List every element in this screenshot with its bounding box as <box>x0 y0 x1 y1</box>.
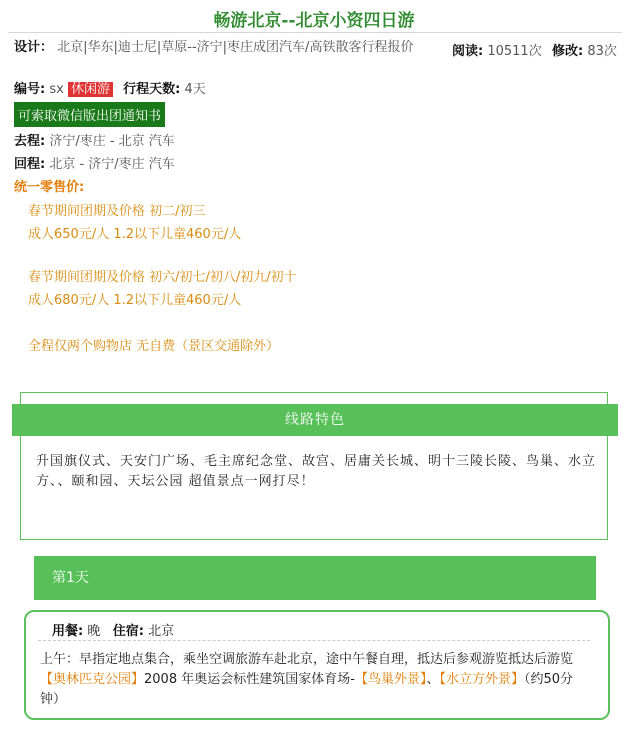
title-divider <box>8 32 622 33</box>
outbound-value: 济宁/枣庄 - 北京 汽车 <box>49 134 175 149</box>
code-label: 编号: <box>14 82 46 97</box>
edits-label: 修改: <box>552 44 584 59</box>
stay-value: 北京 <box>148 624 175 639</box>
stay-label: 住宿: <box>112 624 144 639</box>
day-text-4: （约50分钟） <box>40 672 574 707</box>
features-header: 线路特色 <box>12 404 618 436</box>
meal-value: 晚 <box>87 624 101 639</box>
day-text-1: 上午：早指定地点集合，乘坐空调旅游车赴北京，途中午餐自理，抵达后参观游览抵达后游览 <box>40 652 574 667</box>
return-value: 北京 - 济宁/枣庄 汽车 <box>49 157 175 172</box>
edits-info <box>552 40 617 59</box>
outbound-row <box>14 130 175 149</box>
day-1-description <box>40 650 592 710</box>
price-period-1: 春节期间团期及价格 初二/初三 <box>28 204 206 219</box>
day-text-3: 、 <box>426 672 440 687</box>
water-cube-link: 【水立方外景】 <box>439 672 524 687</box>
days-value: 4天 <box>184 82 206 97</box>
shopping-note: 全程仅两个购物店 无自费（景区交通除外） <box>28 339 280 354</box>
price-amount-2: 成人680元/人 1.2以下儿童460元/人 <box>28 293 242 308</box>
price-period-2: 春节期间团期及价格 初六/初七/初八/初九/初十 <box>28 270 297 285</box>
day-divider <box>38 640 590 641</box>
code-value: sx <box>49 82 64 97</box>
meal-stay-row <box>52 620 174 639</box>
outbound-label: 去程: <box>14 134 46 149</box>
day-1-title: 第1天 <box>52 570 89 586</box>
wechat-notice-button[interactable]: 可索取微信版出团通知书 <box>14 102 165 127</box>
price-amount-1: 成人650元/人 1.2以下儿童460元/人 <box>28 227 242 242</box>
code-row <box>14 78 206 97</box>
page-title: 畅游北京--北京小资四日游 <box>213 11 415 31</box>
design-value: 北京|华东|迪士尼|草原--济宁|枣庄成团汽车/高铁散客行程报价 <box>57 40 414 55</box>
retail-price-label: 统一零售价: <box>14 180 85 195</box>
edits-value: 83次 <box>587 44 617 59</box>
birds-nest-link: 【鸟巢外景】 <box>354 672 427 687</box>
features-text: 升国旗仪式、天安门广场、毛主席纪念堂、故宫、居庸关长城、明十三陵长陵、鸟巢、水立方、、颐和园、天坛公园 超值景点一网打尽！ <box>36 454 597 489</box>
reads-info <box>452 40 542 59</box>
design-info <box>14 40 434 56</box>
meal-label: 用餐: <box>52 624 84 639</box>
day-1-header <box>34 556 596 600</box>
category-badge: 休闲游 <box>68 82 113 97</box>
return-row <box>14 153 175 172</box>
design-label: 设计： <box>14 40 54 55</box>
olympic-park-link: 【奥林匹克公园】 <box>40 672 145 687</box>
reads-value: 10511次 <box>487 44 542 59</box>
reads-label: 阅读: <box>452 44 484 59</box>
days-label: 行程天数: <box>123 82 181 97</box>
day-text-2: 2008 年奥运会标性建筑国家体育场- <box>144 672 355 687</box>
return-label: 回程: <box>14 157 46 172</box>
